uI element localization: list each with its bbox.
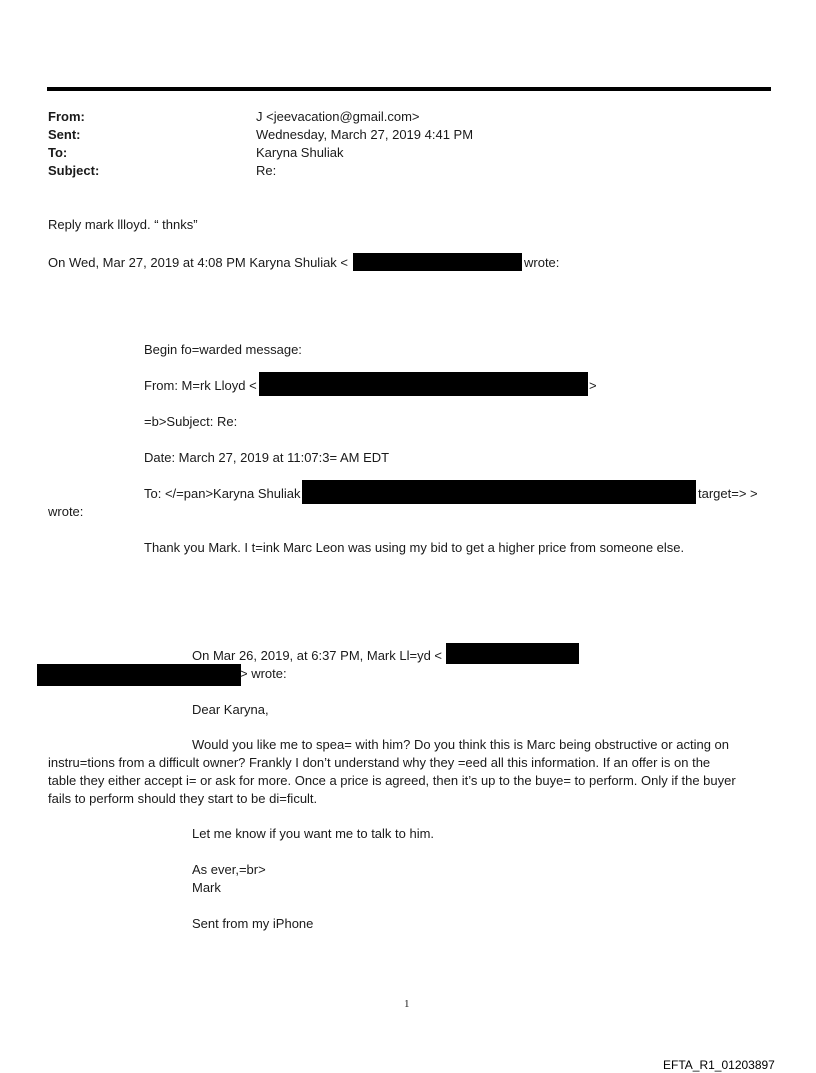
fwd-date: Date: March 27, 2019 at 11:07:3= AM EDT bbox=[144, 450, 390, 465]
redaction-bar bbox=[302, 480, 696, 504]
as-ever: As ever,=br> bbox=[192, 862, 266, 877]
para-line: Would you like me to spea= with him? Do you think this is Marc being obstructive or acting on bbox=[192, 737, 729, 752]
page-number: 1 bbox=[404, 998, 410, 1010]
let-me-know: Let me know if you want me to talk to him. bbox=[192, 826, 435, 841]
on-wed-suffix: wrote: bbox=[524, 255, 560, 270]
redaction-bar bbox=[37, 664, 241, 686]
fwd-from-prefix: From: M=rk Lloyd < bbox=[144, 378, 257, 393]
thank-you-line: Thank you Mark. I t=ink Marc Leon was using my bid to get a higher price from someone else. bbox=[144, 540, 685, 555]
on-mar26-prefix: On Mar 26, 2019, at 6:37 PM, Mark Ll=yd < bbox=[192, 648, 443, 663]
on-mar26-wrote: > wrote: bbox=[240, 666, 287, 681]
on-wed-prefix: On Wed, Mar 27, 2019 at 4:08 PM Karyna Shuliak < bbox=[48, 255, 349, 270]
fwd-begin: Begin fo=warded message: bbox=[144, 342, 302, 357]
para-line: fails to perform should they start to be di=ficult. bbox=[48, 791, 318, 806]
to-label: To: bbox=[48, 145, 68, 160]
redaction-bar bbox=[446, 643, 579, 664]
para-line: instru=tions from a difficult owner? Frankly I don’t understand why they =eed all this information. If an offer is on the bbox=[48, 755, 711, 770]
sent-value: Wednesday, March 27, 2019 4:41 PM bbox=[256, 127, 474, 142]
reply-line: Reply mark llloyd. “ thnks” bbox=[48, 217, 198, 232]
subject-value: Re: bbox=[256, 163, 277, 178]
header-rule bbox=[47, 87, 771, 91]
from-value: J <jeevacation@gmail.com> bbox=[256, 109, 420, 124]
dear-line: Dear Karyna, bbox=[192, 702, 269, 717]
para-line: table they either accept i= or ask for more. Once a price is agreed, then it’s up to the buye= to perform. Only if the buyer bbox=[48, 773, 736, 788]
fwd-subject: =b>Subject: Re: bbox=[144, 414, 238, 429]
sent-label: Sent: bbox=[48, 127, 81, 142]
bates-number: EFTA_R1_01203897 bbox=[663, 1058, 775, 1072]
subject-label: Subject: bbox=[48, 163, 100, 178]
fwd-wrote: wrote: bbox=[48, 504, 84, 519]
fwd-to-suffix: target=> > bbox=[698, 486, 758, 501]
redaction-bar bbox=[259, 372, 588, 396]
sent-from: Sent from my iPhone bbox=[192, 916, 314, 931]
to-value: Karyna Shuliak bbox=[256, 145, 344, 160]
signature: Mark bbox=[192, 880, 221, 895]
fwd-from-suffix: > bbox=[589, 378, 597, 393]
from-label: From: bbox=[48, 109, 85, 124]
fwd-to-prefix: To: </=pan>Karyna Shuliak bbox=[144, 486, 301, 501]
redaction-bar bbox=[353, 253, 522, 271]
